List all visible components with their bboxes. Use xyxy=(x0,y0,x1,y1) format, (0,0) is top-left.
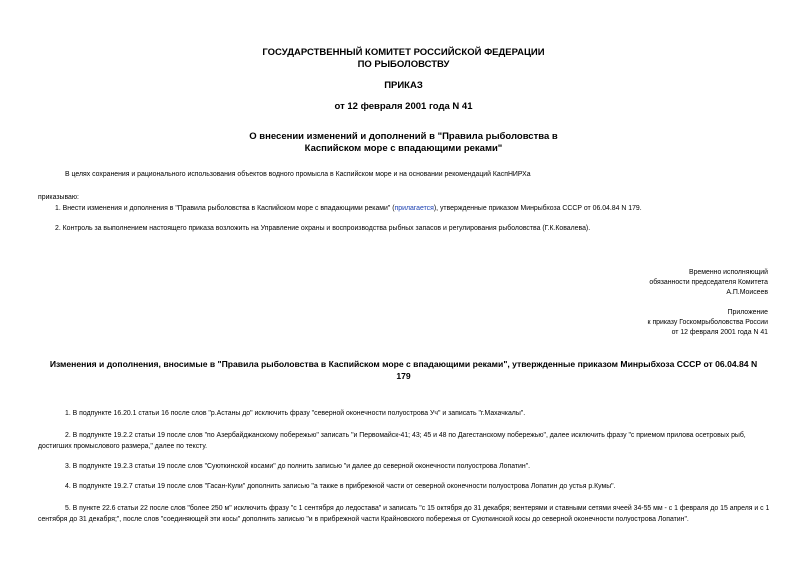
appendix-label-line1: Приложение xyxy=(727,309,768,316)
order-item-1 xyxy=(55,204,642,214)
appendix-label-line2: к приказу Госкомрыболовства России xyxy=(647,319,768,326)
signature-name: А.П.Моисеев xyxy=(726,289,768,296)
change-item-3: 3. В подпункте 19.2.3 статьи 19 после слов "Суюткинской косами" до полнить записью "и далее до северной оконечности полуострова Лопатин". xyxy=(65,463,531,470)
document-date-number: от 12 февраля 2001 года N 41 xyxy=(334,101,473,112)
appendix-title-line1: Изменения и дополнения, вносимые в "Правила рыболовства в Каспийском море с впадающими реками", утвержденные приказом Минрыбхоза СССР от 06.04.84 N xyxy=(49,359,758,369)
change-item-5: 5. В пункте 22.6 статьи 22 после слов "более 250 м" исключить фразу "с 1 сентября до ледостава" и записать "с 15 октября до 31 декабря; вентерями и ставными сетями ячеей 34-55 мм - с 1 февраля до 15 апреля и с 1 сентября до 31 декабря;", после слов "соединяющей эти косы" дополнить записью "и в прибрежной части Крайновского побережья от Суюткинской косы до северной оконечности полуострова Лопатин". xyxy=(38,505,770,523)
change-item-4: 4. В подпункте 19.2.7 статьи 19 после слов "Гасан-Кули" дополнить записью "а также в прибрежной части от северной оконечности полуострова Лопатин до устья р.Кумы". xyxy=(65,483,616,490)
appendix-link[interactable]: прилагается xyxy=(394,205,434,212)
signature-title-line2: обязанности председателя Комитета xyxy=(649,279,768,286)
appendix-title-line2: 179 xyxy=(396,371,411,381)
order-word: приказываю: xyxy=(38,194,79,201)
agency-name-line1: ГОСУДАРСТВЕННЫЙ КОМИТЕТ РОССИЙСКОЙ ФЕДЕРАЦИИ xyxy=(262,47,545,58)
change-item-1: 1. В подпункте 16.20.1 статьи 16 после слов "р.Астаны до" исключить фразу "северной оконечности полуострова Уч" и записать "г.Махачкалы". xyxy=(65,410,526,417)
order-item-2: 2. Контроль за выполнением настоящего приказа возложить на Управление охраны и воспроизводства рыбных запасов и регулирования рыболовства (Г.К.Ковалева). xyxy=(55,225,591,232)
order-item-1-text-before: 1. Внести изменения и дополнения в "Правила рыболовства в Каспийском море с впадающими реками" ( xyxy=(55,205,395,212)
document-subject-line2: Каспийском море с впадающими реками" xyxy=(304,143,503,154)
preamble-text: В целях сохранения и рационального использования объектов водного промысла в Каспийском море и на основании рекомендаций КаспНИРХа xyxy=(65,171,531,178)
change-item-2: 2. В подпункте 19.2.2 статьи 19 после слов "по Азербайджанскому побережью" записать "и Первомайск-41; 43; 45 и 48 по Дагестанскому побережью", далее исключить фразу "с приемом прилова осетровых рыб, достигших промыслового размера," далее по тексту. xyxy=(38,432,746,450)
agency-name-line2: ПО РЫБОЛОВСТВУ xyxy=(357,59,450,70)
order-item-1-text-after: ), утвержденные приказом Минрыбхоза СССР от 06.04.84 N 179. xyxy=(433,205,642,212)
appendix-label-line3: от 12 февраля 2001 года N 41 xyxy=(671,329,768,336)
signature-title-line1: Временно исполняющий xyxy=(689,269,768,276)
document-subject-line1: О внесении изменений и дополнений в "Правила рыболовства в xyxy=(249,131,558,142)
document-type: ПРИКАЗ xyxy=(384,80,423,91)
